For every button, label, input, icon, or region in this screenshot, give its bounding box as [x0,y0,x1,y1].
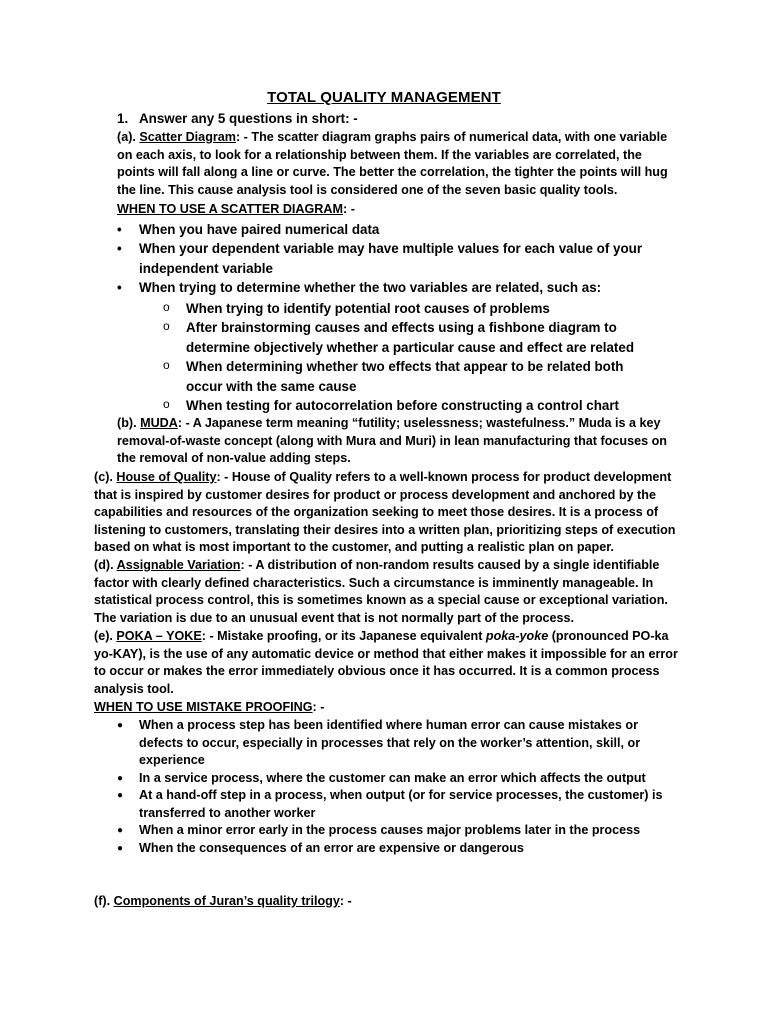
scatter-sub-bullet-list [163,299,663,415]
list-item: o When testing for autocorrelation before constructing a control chart [163,397,619,414]
bullet-icon: ● [117,772,124,784]
section-b-paragraph: (b). MUDA: - A Japanese term meaning “futility; uselessness; wastefulness.” Muda is a key removal-of-waste concept (along with Mura and Muri) in lean manufacturing that focuses on the removal of non-value adding steps. [117,416,667,466]
list-item: o After brainstorming causes and effects using a fishbone diagram to determine objectively whether a particular cause and effect are related [163,319,635,355]
bullet-icon: ● [117,790,124,801]
question-instruction [117,110,358,128]
scatter-bullet-list [117,220,657,298]
list-item: • When you have paired numerical data [117,220,657,239]
section-a-label: (a). [117,130,140,144]
section-a-text: : - The scatter diagram graphs pairs of numerical data, with one variable on each axis, to look for a relationship between them. If the variables are correlated, the points will fall along a line or curve. The better the correlation, the tighter the points will hug the line. This cause analysis tool is considered one of the seven basic quality tools. [117,130,668,197]
circle-bullet-icon: o [163,358,170,373]
bullet-icon: • [117,280,122,296]
section-b-term: MUDA [140,416,178,430]
section-f-paragraph: (f). Components of Juran’s quality trilogy: - [94,894,352,908]
list-item: • When your dependent variable may have multiple values for each value of your independent variable [117,241,643,276]
page-title: TOTAL QUALITY MANAGEMENT [267,89,501,106]
section-a-term: Scatter Diagram [139,130,236,144]
question-text: Answer any 5 questions in short: - [139,111,358,126]
circle-bullet-icon: o [163,319,170,334]
bullet-icon: ● [117,842,124,854]
section-c-paragraph: (c). House of Quality: - House of Quality refers to a well-known process for product development that is inspired by customer desires for product or process development and anchored by the capabilities and resources of the organization seeking to meet those desires. It is a process of listening to customers, translating their desires into a written plan, prioritizing steps of execution based on what is most important to the customer, and putting a realistic plan on paper. [94,470,676,555]
bullet-icon: • [117,241,122,257]
section-f-term: Components of Juran’s quality trilogy [113,894,340,908]
list-item: o When trying to identify potential root causes of problems [163,300,550,316]
mistake-proofing-bullet-list [117,717,682,857]
section-e-paragraph: (e). POKA – YOKE: - Mistake proofing, or its Japanese equivalent poka-yoke (pronounced PO-ka yo-KAY), is the use of any automatic device or method that either makes it impossible for an error to occur or makes the error immediately obvious once it has occurred. It is a common process analysis tool. [94,629,678,696]
section-d-paragraph: (d). Assignable Variation: - A distribution of non-random results caused by a single identifiable factor with clearly defined characteristics. Such a circumstance is imminently manageable. In statistical process control, this is sometimes known as a special cause or exceptional variation. The variation is due to an unusual event that is not normally part of the process. [94,558,668,625]
bullet-icon: • [117,222,122,237]
list-item: o When determining whether two effects that appear to be related both occur with the same cause [163,358,624,394]
section-d-term: Assignable Variation [116,558,241,572]
circle-bullet-icon: o [163,397,170,412]
section-e-term: POKA – YOKE [116,629,202,643]
list-item: ● When a process step has been identified where human error can cause mistakes or defects to occur, especially in processes that rely on the worker’s attention, skill, or experience [117,718,641,767]
section-a-paragraph [117,129,677,199]
circle-bullet-icon: o [163,300,170,314]
bullet-icon: ● [117,825,124,836]
list-item: ● At a hand-off step in a process, when output (or for service processes, the customer) is transferred to another worker [117,788,663,820]
section-c-term: House of Quality [116,470,217,484]
section-a-when-heading: WHEN TO USE A SCATTER DIAGRAM: - [117,202,355,216]
list-item: ● When a minor error early in the process causes major problems later in the process [117,822,682,840]
question-number: 1. [117,111,129,126]
list-item: ● When the consequences of an error are expensive or dangerous [117,840,682,858]
bullet-icon: ● [117,720,124,731]
list-item: • When trying to determine whether the two variables are related, such as: [117,278,657,297]
section-e-when-heading: WHEN TO USE MISTAKE PROOFING: - [94,700,325,714]
list-item: ● In a service process, where the customer can make an error which affects the output [117,770,682,788]
